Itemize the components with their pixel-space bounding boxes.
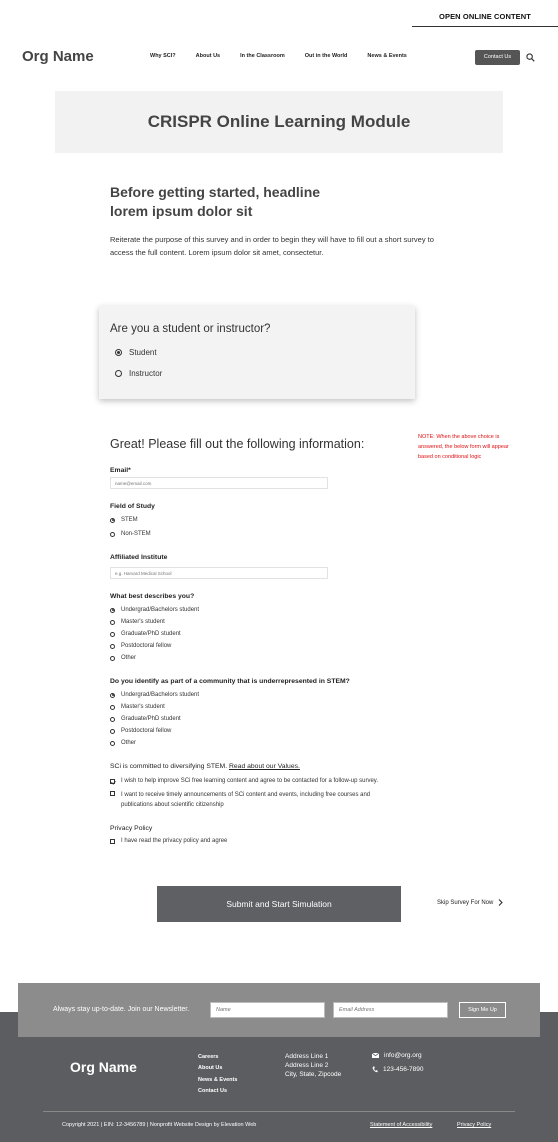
main-nav (150, 53, 427, 59)
radio-icon[interactable] (110, 532, 115, 537)
community-label: Do you identify as part of a community that is underrepresented in STEM? (110, 678, 350, 685)
describes-option[interactable] (110, 607, 199, 613)
nav-item-why-sci[interactable]: Why SCI? (150, 53, 176, 59)
privacy-policy-label: Privacy Policy (110, 825, 153, 832)
option-label: Undergrad/Bachelors student (121, 607, 200, 613)
conditional-logic-note: NOTE: When the above choice is answered, the below form will appear based on conditional logic (418, 434, 509, 460)
accessibility-link[interactable]: Statement of Accessibility (370, 1122, 433, 1128)
nav-item-out-in-the-world[interactable]: Out in the World (304, 53, 348, 59)
checkbox-label: I wish to help improve SCi free learning content and agree to be contacted for a follow-up survey. (121, 778, 379, 784)
radio-icon[interactable] (110, 656, 115, 661)
improve-content-checkbox[interactable] (110, 778, 378, 784)
nav-item-about-us[interactable]: About Us (195, 53, 221, 59)
community-option[interactable] (110, 704, 165, 710)
footer-address (285, 1052, 341, 1079)
commitment-text: SCi is committed to diversifying STEM. (110, 763, 228, 770)
footer-phone-text: 123-456-7890 (383, 1066, 424, 1073)
footer-org-logo[interactable]: Org Name (70, 1059, 137, 1075)
address-line: Address Line 2 (285, 1062, 329, 1069)
nav-item-news-events[interactable]: News & Events (367, 53, 407, 59)
community-option[interactable] (110, 740, 136, 746)
option-label: Postdoctoral fellow (121, 643, 172, 649)
radio-icon[interactable] (110, 644, 115, 649)
checkbox-checked-icon[interactable] (110, 779, 115, 784)
sign-me-up-button[interactable]: Sign Me Up (459, 1002, 506, 1018)
role-question: Are you a student or instructor? (110, 323, 271, 335)
field-option-non-stem[interactable] (110, 531, 151, 537)
affiliated-institute-label: Affiliated Institute (110, 554, 168, 561)
field-option-stem[interactable] (110, 517, 138, 523)
radio-icon[interactable] (115, 370, 122, 377)
chevron-right-icon (498, 899, 503, 906)
describes-option[interactable] (110, 643, 171, 649)
radio-icon[interactable] (110, 717, 115, 722)
option-label: Undergrad/Bachelors student (121, 692, 200, 698)
checkbox-label-line-2: publications about scientific citizenship (121, 802, 224, 808)
option-label: Graduate/PhD student (121, 716, 181, 722)
institute-field[interactable] (110, 567, 328, 579)
option-label: STEM (121, 517, 138, 523)
nav-item-in-the-classroom[interactable]: In the Classroom (240, 53, 285, 59)
option-label: Non-STEM (121, 531, 151, 537)
community-option[interactable] (110, 692, 199, 698)
option-label: Other (121, 655, 137, 661)
checkbox-icon[interactable] (110, 791, 115, 796)
contact-us-button[interactable]: Contact Us (475, 50, 520, 65)
option-label: Other (121, 740, 137, 746)
footer-link-careers[interactable]: Careers (198, 1054, 219, 1060)
radio-icon[interactable] (110, 632, 115, 637)
radio-icon[interactable] (110, 705, 115, 710)
radio-icon[interactable] (110, 620, 115, 625)
option-label: Graduate/PhD student (121, 631, 181, 637)
role-option-label: Instructor (129, 369, 163, 378)
open-online-content-link[interactable]: OPEN ONLINE CONTENT (412, 10, 558, 27)
submit-button[interactable]: Submit and Start Simulation (157, 886, 401, 922)
values-link[interactable]: Read about our Values. (228, 763, 300, 770)
intro-headline (110, 183, 370, 221)
footer-privacy-link[interactable]: Privacy Policy (457, 1122, 492, 1128)
role-option-student[interactable] (115, 348, 157, 357)
footer-links (198, 1052, 237, 1097)
radio-selected-icon[interactable] (110, 518, 115, 523)
radio-selected-icon[interactable] (115, 349, 122, 356)
radio-icon[interactable] (110, 741, 115, 746)
footer-email-text: info@org.org (384, 1052, 422, 1059)
describes-you-label: What best describes you? (110, 593, 195, 600)
footer-link-contact-us[interactable]: Contact Us (198, 1087, 228, 1094)
checkbox-label (121, 790, 370, 810)
phone-icon (372, 1066, 378, 1073)
address-line: City, State, Zipcode (285, 1071, 342, 1078)
role-option-instructor[interactable] (115, 369, 162, 378)
role-option-label: Student (129, 348, 157, 357)
commitment-statement (110, 763, 300, 770)
option-label: Master's student (121, 619, 165, 625)
footer-link-news-events[interactable]: News & Events (198, 1076, 238, 1083)
checkbox-label: I have read the privacy policy and agree (121, 838, 228, 844)
community-option[interactable] (110, 716, 181, 722)
footer-copyright: Copyright 2021 | EIN: 12-3456789 | Nonprofit Website Design by Elevation Web (62, 1122, 257, 1128)
checkbox-icon[interactable] (110, 839, 115, 844)
form-title: Great! Please fill out the following information: (110, 437, 365, 451)
describes-option[interactable] (110, 655, 136, 661)
describes-option[interactable] (110, 619, 165, 625)
describes-option[interactable] (110, 631, 181, 637)
option-label: Master's student (121, 704, 165, 710)
footer-phone[interactable] (372, 1066, 423, 1073)
headline-line-2: lorem ipsum dolor sit (110, 203, 253, 219)
email-label: Email* (110, 467, 131, 474)
skip-survey-label: Skip Survey For Now (437, 899, 494, 906)
newsletter-email-input[interactable] (333, 1002, 448, 1018)
radio-icon[interactable] (110, 729, 115, 734)
radio-selected-icon[interactable] (110, 693, 115, 698)
skip-survey-link[interactable] (437, 899, 503, 906)
privacy-checkbox[interactable] (110, 838, 227, 844)
footer-divider (43, 1111, 515, 1112)
address-line: Address Line 1 (285, 1053, 329, 1060)
newsletter-text: Always stay up-to-date. Join our Newsletter. (53, 1006, 190, 1013)
page-title: CRISPR Online Learning Module (147, 112, 411, 131)
newsletter-name-input[interactable] (210, 1002, 325, 1018)
intro-body: Reiterate the purpose of this survey and in order to begin they will have to fill out a short survey to access the full content. Lorem ipsum dolor sit amet, consectetur. (110, 235, 434, 257)
community-option[interactable] (110, 728, 171, 734)
footer-email[interactable] (372, 1052, 422, 1059)
option-label: Postdoctoral fellow (121, 728, 172, 734)
org-logo[interactable]: Org Name (22, 48, 94, 65)
search-icon[interactable] (526, 53, 535, 62)
field-of-study-label: Field of Study (110, 503, 155, 510)
footer-link-about-us[interactable]: About Us (198, 1065, 223, 1072)
checkbox-label-line-1: I want to receive timely announcements of SCi content and events, including free courses and (121, 792, 371, 798)
headline-line-1: Before getting started, headline (110, 184, 321, 200)
email-field[interactable] (110, 477, 328, 489)
mail-icon (372, 1053, 379, 1058)
announcements-checkbox[interactable] (110, 790, 410, 810)
radio-selected-icon[interactable] (110, 608, 115, 613)
